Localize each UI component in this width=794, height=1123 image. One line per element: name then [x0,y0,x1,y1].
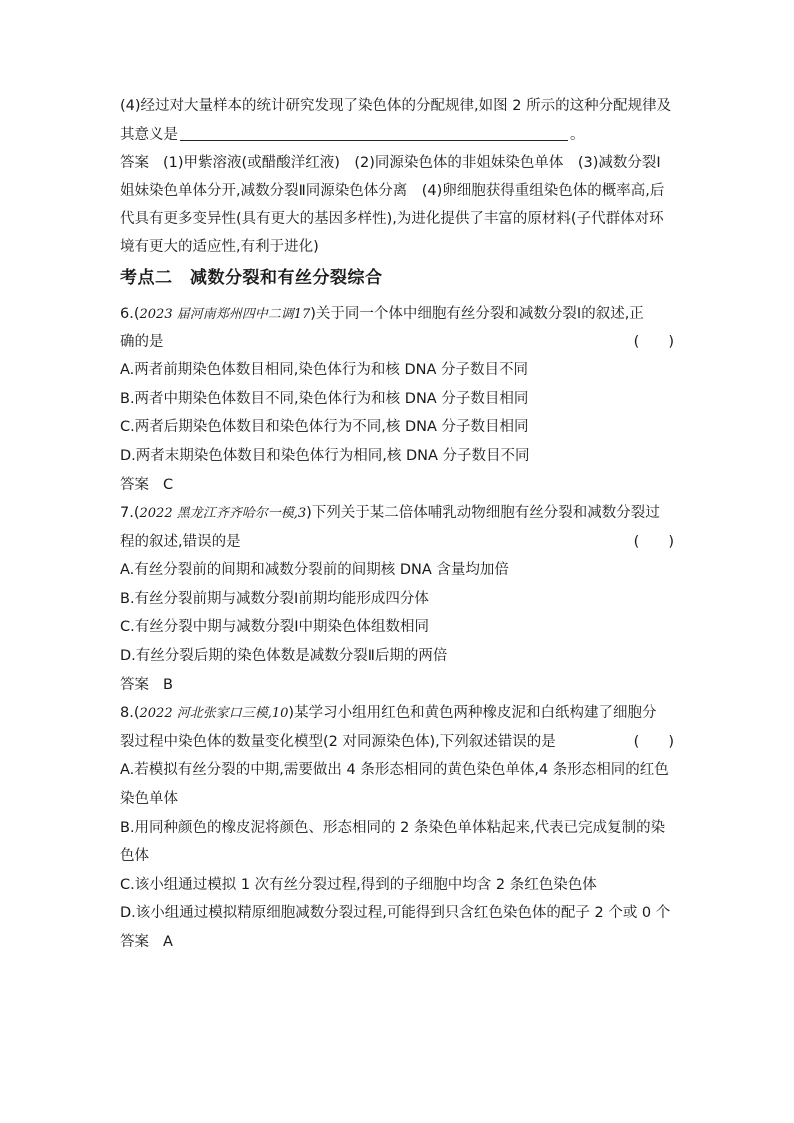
q7-stem-line1 [120,503,674,524]
q8-stem-line1 [120,703,674,724]
answer-label: 答案 [120,477,149,493]
q6-number: 6.( [120,306,140,322]
q8-stem-line2 [120,732,674,752]
q7-option-d: D.有丝分裂后期的染色体数是减数分裂Ⅱ后期的两倍 [120,648,448,664]
q6-option-d: D.两者末期染色体数目和染色体行为相同,核 DNA 分子数目不同 [120,448,530,464]
q7-option-c: C.有丝分裂中期与减数分裂Ⅰ中期染色体组数相同 [120,619,430,635]
q6-answer [120,475,674,495]
q4-stem-suffix: 。 [570,127,585,143]
answer-label: 答案 [120,934,149,950]
q6-stem-text: )关于同一个体中细胞有丝分裂和减数分裂Ⅰ的叙述,正 [310,306,644,322]
q7-answer-value: B [163,677,173,693]
section-heading: 考点二 减数分裂和有丝分裂综合 [120,268,383,288]
q7-stem-text: )下列关于某二倍体哺乳动物细胞有丝分裂和减数分裂过 [306,505,660,521]
q4-answer-line2: 姐妹染色单体分开,减数分裂Ⅱ同源染色体分离 (4)卵细胞获得重组染色体的概率高,后 [120,183,665,199]
q7-number: 7.( [120,505,140,521]
q6-option-b: B.两者中期染色体数目不同,染色体行为和核 DNA 分子数目相同 [120,391,529,407]
q8-option-a-line2: 染色单体 [120,791,178,807]
q7-option-b: B.有丝分裂前期与减数分裂Ⅰ前期均能形成四分体 [120,591,429,607]
q8-option-b-line2: 色体 [120,848,149,864]
q4-answer-line1 [120,153,674,173]
q6-option-a: A.两者前期染色体数目相同,染色体行为和核 DNA 分子数目不同 [120,362,529,378]
answer-label: 答案 [120,155,149,171]
q4-answer-text: (1)甲紫溶液(或醋酸洋红液) (2)同源染色体的非姐妹染色单体 (3)减数分裂Ⅰ [163,155,661,171]
q8-stem-text: )某学习小组用红色和黄色两种橡皮泥和白纸构建了细胞分 [288,705,657,721]
q8-answer-paren: ( ) [633,734,674,750]
q8-stem-text2: 裂过程中染色体的数量变化模型(2 对同源染色体),下列叙述错误的是 [120,734,556,750]
q7-answer-paren: ( ) [633,534,674,550]
q4-stem-line2 [120,125,674,145]
q8-answer-value: A [163,934,173,950]
q8-option-a-line1: A.若模拟有丝分裂的中期,需要做出 4 条形态相同的黄色染色单体,4 条形态相同的红色 [120,762,669,778]
q8-option-d: D.该小组通过模拟精原细胞减数分裂过程,可能得到只含红色染色体的配子 2 个或 0 个 [120,905,671,921]
q4-stem-line1: (4)经过对大量样本的统计研究发现了染色体的分配规律,如图 2 所示的这种分配规律及 [120,98,672,114]
q7-stem-line2 [120,532,674,552]
q4-stem-prefix: 其意义是 [120,127,178,143]
q6-option-c: C.两者后期染色体数目和染色体行为不同,核 DNA 分子数目相同 [120,419,529,435]
q6-stem-text2: 确的是 [120,334,164,350]
q6-stem-line1 [120,304,674,325]
q7-option-a: A.有丝分裂前的间期和减数分裂前的间期核 DNA 含量均加倍 [120,562,509,578]
answer-blank [180,126,568,141]
q6-answer-value: C [163,477,174,493]
q4-answer-line4: 境有更大的适应性,有利于进化) [120,239,319,255]
q6-stem-line2 [120,332,674,352]
q8-option-b-line1: B.用同种颜色的橡皮泥将颜色、形态相同的 2 条染色单体粘起来,代表已完成复制的染 [120,820,666,836]
answer-label: 答案 [120,677,149,693]
q4-answer-line3: 代具有更多变异性(具有更大的基因多样性),为进化提供了丰富的原材料(子代群体对环 [120,211,664,227]
q8-answer [120,932,674,952]
q7-source: 2022 黑龙江齐齐哈尔一模,3 [139,506,307,521]
q8-number: 8.( [120,705,140,721]
q6-answer-paren: ( ) [633,334,674,350]
q8-option-c: C.该小组通过模拟 1 次有丝分裂过程,得到的子细胞中均含 2 条红色染色体 [120,877,597,893]
q7-answer [120,675,674,695]
q8-source: 2022 河北张家口三模,10 [139,706,289,721]
q6-source: 2023 届河南郑州四中二调17 [139,307,311,322]
q7-stem-text2: 程的叙述,错误的是 [120,534,241,550]
